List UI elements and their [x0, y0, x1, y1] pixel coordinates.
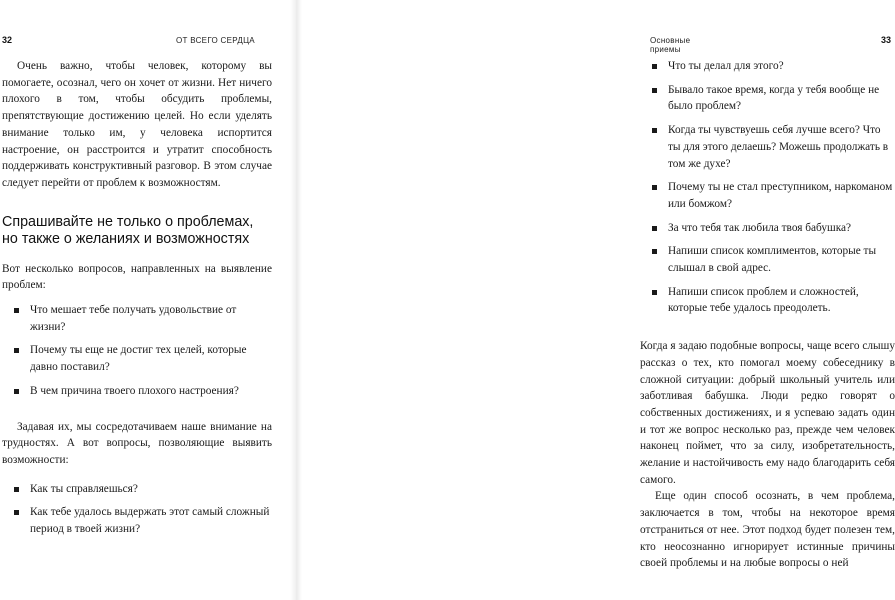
bullet-icon [652, 249, 657, 254]
question-list-problems [2, 302, 272, 400]
bullet-icon [652, 185, 657, 190]
left-page [0, 0, 296, 600]
bullet-icon [652, 128, 657, 133]
list-item: Почему ты еще не достиг тех целей, которые давно поставил? [2, 342, 272, 375]
paragraph: Задавая их, мы сосредотачиваем наше внимание на трудностях. А вот вопросы, позволяющие выявить возможности: [2, 420, 272, 466]
bullet-icon [652, 64, 657, 69]
list-item: Как тебе удалось выдержать этот самый сложный период в твоей жизни? [2, 504, 272, 537]
list-item: Бывало такое время, когда у тебя вообще не было проблем? [640, 82, 895, 115]
list-item: За что тебя так любила твоя бабушка? [640, 220, 895, 237]
bullet-icon [14, 510, 19, 515]
right-page-body [640, 58, 895, 572]
list-item: Напиши список комплиментов, которые ты слышал в свой адрес. [640, 243, 895, 276]
bullet-icon [14, 487, 19, 492]
right-page [296, 0, 895, 600]
paragraph: Еще один способ осознать, в чем проблема, заключается в том, чтобы на некоторое время отстраниться от нее. Этот подход будет полезен тем, кто неосознанно игнорирует истинные причины своей проблемы и на любые вопросы о ней [640, 490, 895, 570]
paragraph: Вот несколько вопросов, направленных на выявление проблем: [2, 262, 272, 292]
bullet-icon [652, 88, 657, 93]
list-item: В чем причина твоего плохого настроения? [2, 383, 272, 400]
bullet-icon [14, 389, 19, 394]
list-item: Напиши список проблем и сложностей, которые тебе удалось преодолеть. [640, 284, 895, 317]
list-item: Как ты справляешься? [2, 481, 272, 498]
list-item: Почему ты не стал преступником, наркоманом или бомжом? [640, 179, 895, 212]
left-page-body [2, 58, 272, 545]
running-head-left: ОТ ВСЕГО СЕРДЦА [176, 36, 255, 45]
list-item: Что мешает тебе получать удовольствие от жизни? [2, 302, 272, 335]
list-item: Что ты делал для этого? [640, 58, 895, 75]
running-head-right: Основные приемы [650, 36, 691, 54]
page-number-right: 33 [881, 35, 892, 45]
bullet-icon [14, 348, 19, 353]
page-number-left: 32 [2, 35, 13, 45]
bullet-icon [652, 290, 657, 295]
paragraph: Когда я задаю подобные вопросы, чаще всего слышу рассказ о тех, кто помогал моему собеседнику в сложной ситуации: добрый школьный учитель или заботливая бабушка. Люди редко говорят о собственных достижениях, и я успеваю задать один и тот же вопрос несколько раз, прежде чем человек наконец поймет, что за силу, изобретательность, желание и настойчивость ему надо благодарить себя самого. [640, 340, 895, 486]
paragraph: Очень важно, чтобы человек, которому вы помогаете, осознал, чего он хочет от жизни. Нет ничего плохого в том, чтобы обсудить проблемы, препятствующие достижению целей. Но если уделять внимание только им, у человека испортится настроение, он расстроится и утратит способность поддерживать конструктивный разговор. В этом случае следует перейти от проблем к возможностям. [2, 60, 272, 189]
list-item: Когда ты чувствуешь себя лучше всего? Что ты для этого делаешь? Можешь продолжать в том же духе? [640, 122, 895, 172]
bullet-icon [14, 308, 19, 313]
question-list-possibilities [2, 481, 272, 538]
question-list-continued [640, 58, 895, 317]
section-heading: Спрашивайте не только о проблемах, но также о желаниях и возможностях [2, 213, 254, 248]
bullet-icon [652, 226, 657, 231]
